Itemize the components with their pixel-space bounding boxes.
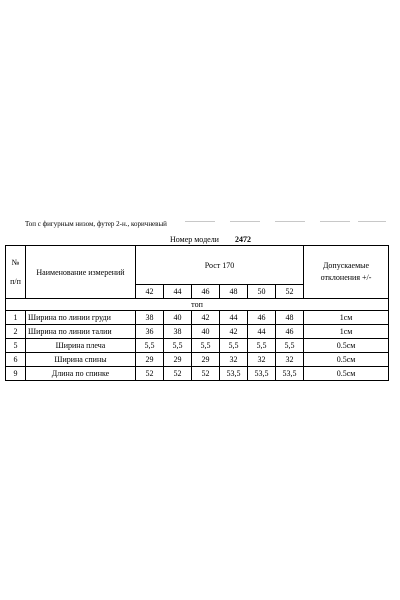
- value-cell: 5,5: [192, 339, 220, 353]
- section-row: [6, 299, 389, 311]
- grid-line: [230, 221, 260, 222]
- value-cell: 42: [192, 311, 220, 325]
- tolerance-cell: 0.5см: [304, 339, 389, 353]
- size-cell: 42: [136, 285, 164, 299]
- num-header: № п/п: [6, 246, 26, 299]
- value-cell: 42: [220, 325, 248, 339]
- value-cell: 53,5: [220, 367, 248, 381]
- model-line: [170, 235, 251, 244]
- value-cell: 40: [192, 325, 220, 339]
- model-label: Номер модели: [170, 235, 219, 244]
- value-cell: 52: [136, 367, 164, 381]
- value-cell: 38: [136, 311, 164, 325]
- value-cell: 52: [192, 367, 220, 381]
- value-cell: 5,5: [248, 339, 276, 353]
- value-cell: 5,5: [276, 339, 304, 353]
- document-caption: Топ с фигурным низом, футер 2-н., коричневый: [25, 220, 167, 228]
- grid-line: [185, 221, 215, 222]
- value-cell: 52: [164, 367, 192, 381]
- row-number: 6: [6, 353, 26, 367]
- value-cell: 36: [136, 325, 164, 339]
- size-cell: 46: [192, 285, 220, 299]
- model-number: 2472: [234, 235, 251, 244]
- tolerance-header: Допускаемые отклонения +/-: [304, 246, 389, 299]
- value-cell: 38: [164, 325, 192, 339]
- row-name: Ширина плеча: [26, 339, 136, 353]
- table-row: [6, 325, 389, 339]
- value-cell: 40: [164, 311, 192, 325]
- tolerance-cell: 0.5см: [304, 353, 389, 367]
- value-cell: 46: [248, 311, 276, 325]
- row-number: 5: [6, 339, 26, 353]
- value-cell: 48: [276, 311, 304, 325]
- value-cell: 5,5: [136, 339, 164, 353]
- size-cell: 50: [248, 285, 276, 299]
- row-name: Длина по спинке: [26, 367, 136, 381]
- tolerance-cell: 1см: [304, 311, 389, 325]
- size-cell: 52: [276, 285, 304, 299]
- value-cell: 44: [220, 311, 248, 325]
- value-cell: 53,5: [276, 367, 304, 381]
- value-cell: 5,5: [220, 339, 248, 353]
- row-number: 9: [6, 367, 26, 381]
- table-row: [6, 339, 389, 353]
- value-cell: 29: [192, 353, 220, 367]
- value-cell: 32: [276, 353, 304, 367]
- row-name: Ширина по линии груди: [26, 311, 136, 325]
- value-cell: 44: [248, 325, 276, 339]
- size-cell: 44: [164, 285, 192, 299]
- grid-line: [275, 221, 305, 222]
- height-header: Рост 170: [136, 246, 304, 285]
- tolerance-cell: 0.5см: [304, 367, 389, 381]
- row-name: Ширина по линии талии: [26, 325, 136, 339]
- row-name: Ширина спины: [26, 353, 136, 367]
- value-cell: 29: [136, 353, 164, 367]
- grid-line: [320, 221, 350, 222]
- value-cell: 32: [248, 353, 276, 367]
- value-cell: 53,5: [248, 367, 276, 381]
- name-header: Наименование измерений: [26, 246, 136, 299]
- size-cell: 48: [220, 285, 248, 299]
- grid-line: [358, 221, 386, 222]
- table-row: [6, 353, 389, 367]
- table-row: [6, 311, 389, 325]
- value-cell: 32: [220, 353, 248, 367]
- value-cell: 29: [164, 353, 192, 367]
- section-label: топ: [6, 299, 389, 311]
- value-cell: 46: [276, 325, 304, 339]
- row-number: 2: [6, 325, 26, 339]
- tolerance-cell: 1см: [304, 325, 389, 339]
- row-number: 1: [6, 311, 26, 325]
- table-row: [6, 367, 389, 381]
- measurements-table: [5, 245, 389, 381]
- value-cell: 5,5: [164, 339, 192, 353]
- table-header-row: [6, 246, 389, 285]
